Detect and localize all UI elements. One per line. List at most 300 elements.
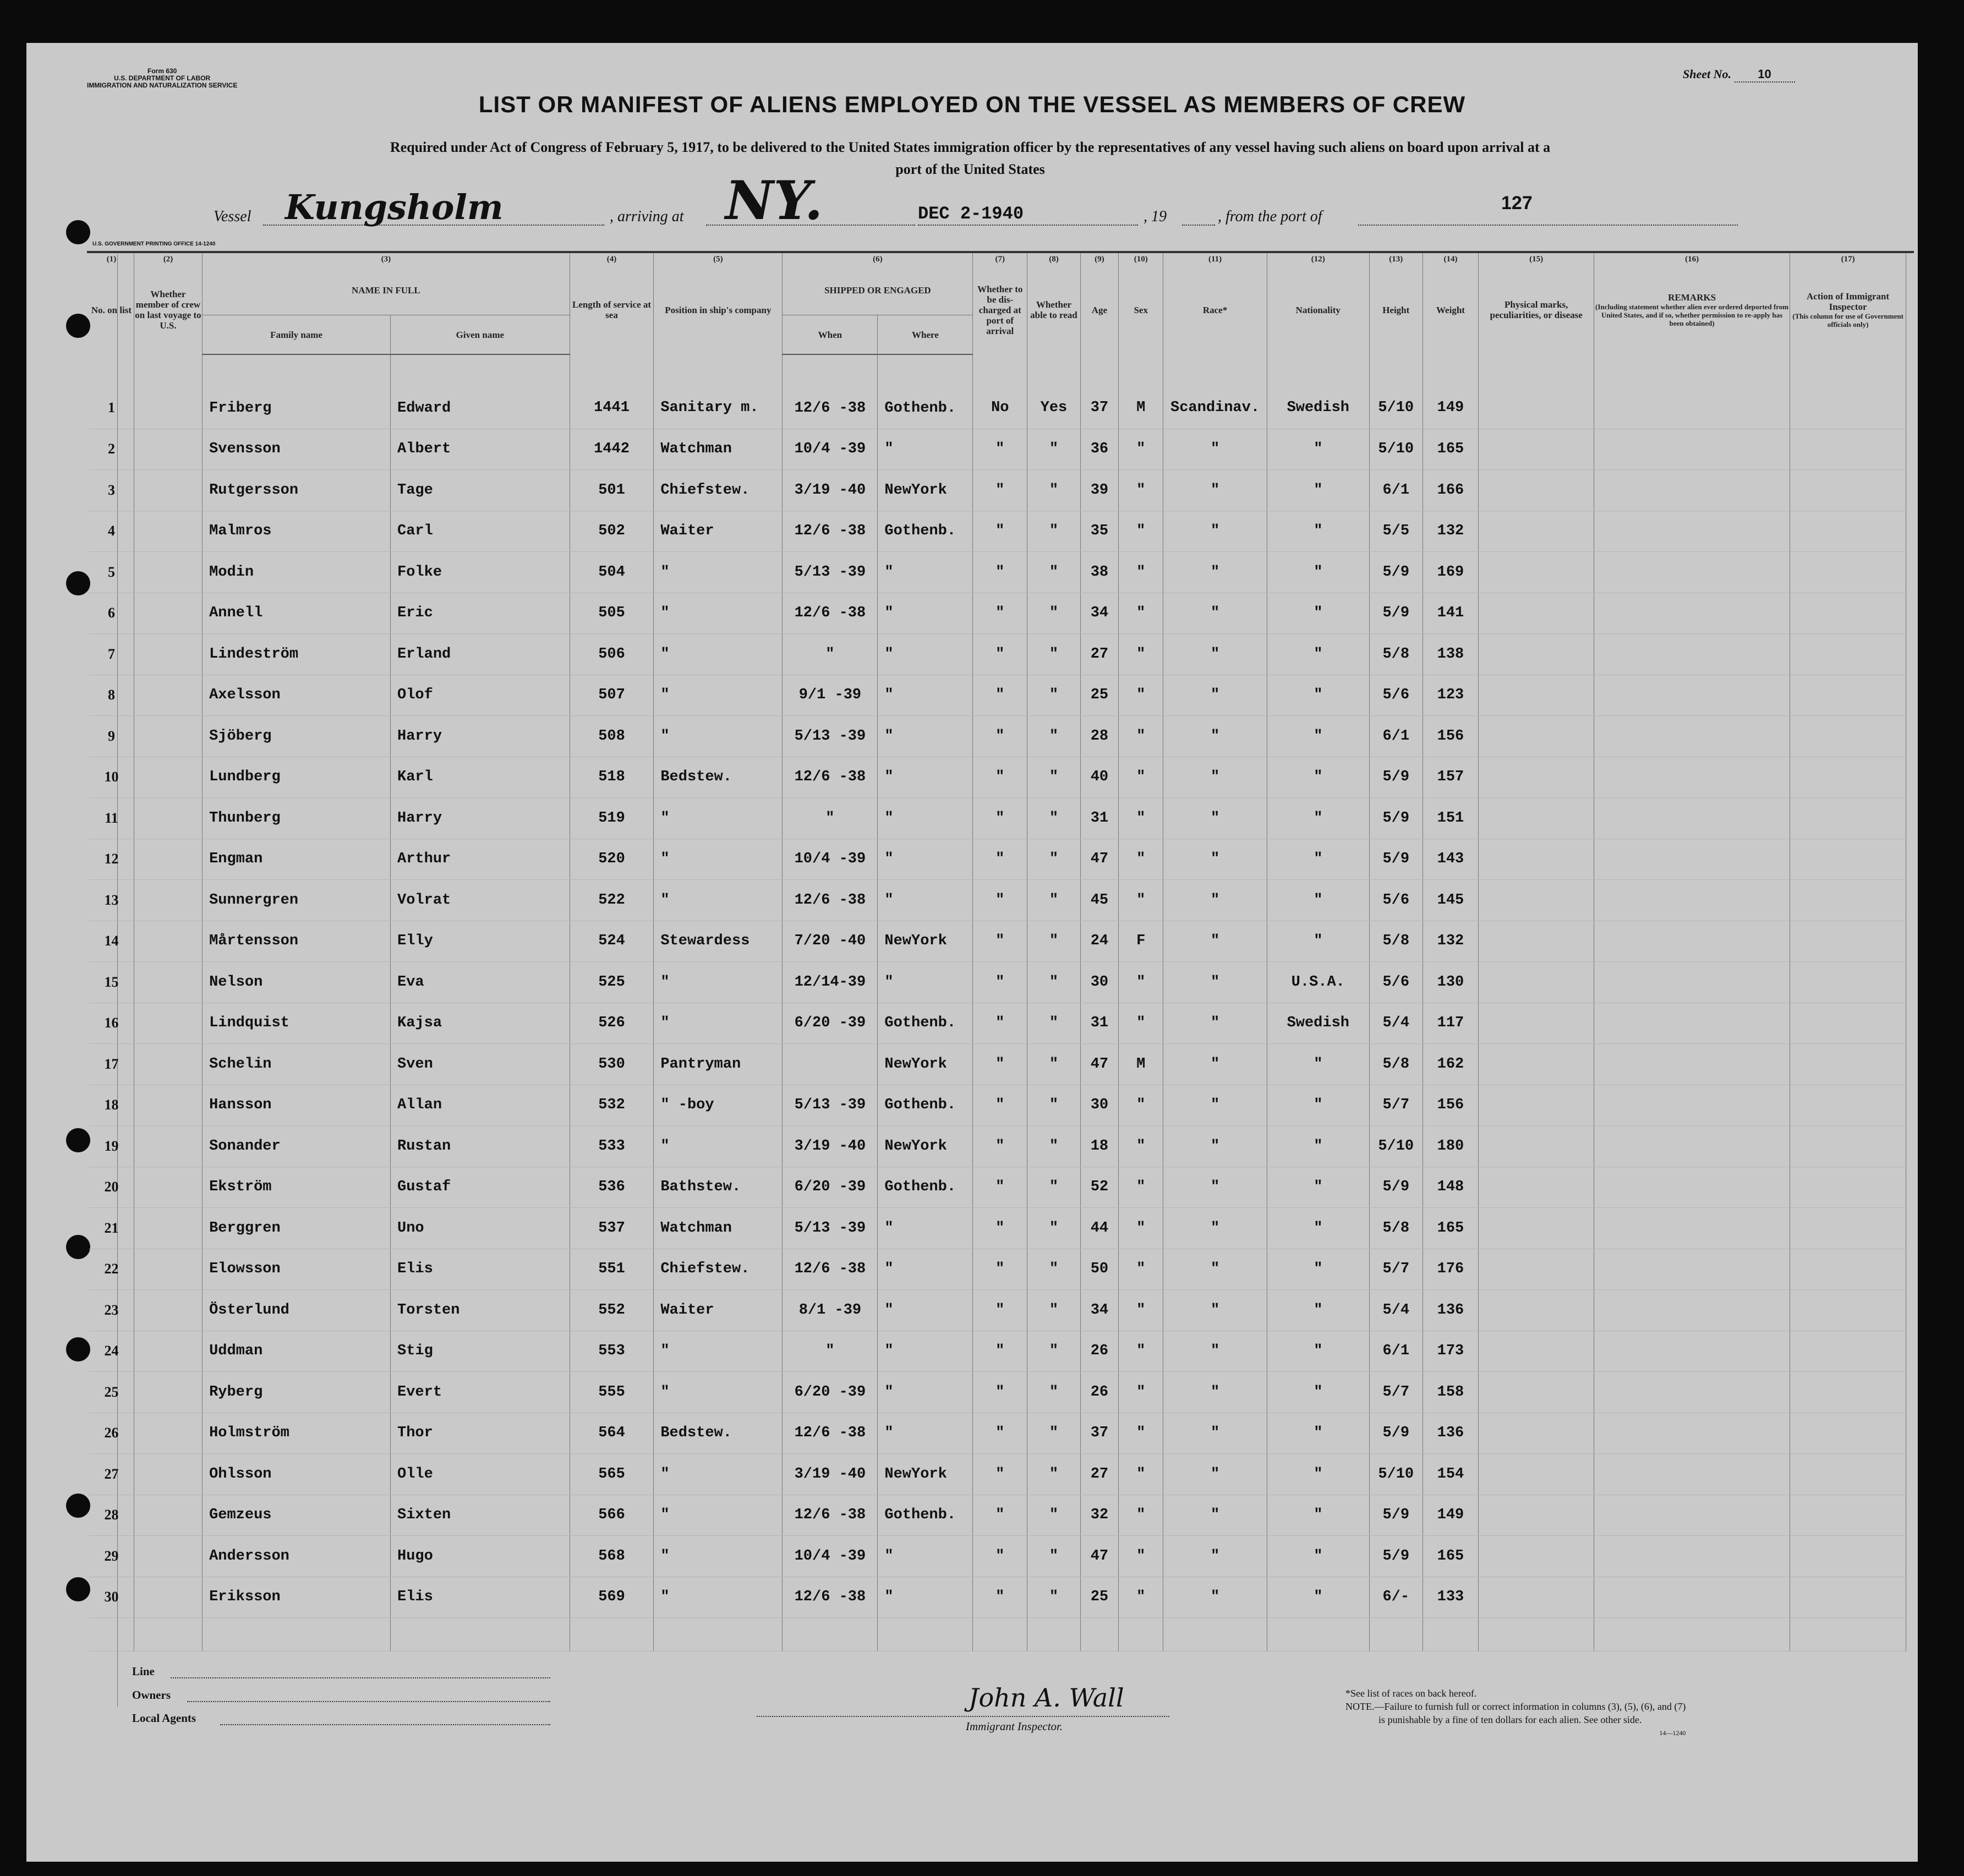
- empty-cell: [654, 1618, 783, 1651]
- sex: ": [1119, 1454, 1163, 1495]
- inspector-action-cell: [1790, 1003, 1906, 1044]
- inspector-action-cell: [1790, 1577, 1906, 1618]
- able-to-read: ": [1027, 1126, 1081, 1167]
- owners-label: Owners: [132, 1688, 171, 1702]
- family-name: Engman: [203, 839, 391, 880]
- weight: 166: [1423, 470, 1479, 511]
- arriving-label: , arriving at: [610, 208, 684, 225]
- sex: ": [1119, 962, 1163, 1003]
- weight: 157: [1423, 757, 1479, 798]
- weight: 141: [1423, 593, 1479, 634]
- nationality: U.S.A.: [1267, 962, 1369, 1003]
- given-name: Olof: [391, 675, 570, 716]
- remarks-cell: [1594, 1085, 1790, 1126]
- nationality: Swedish: [1267, 354, 1369, 429]
- height: 5/10: [1369, 1454, 1423, 1495]
- given-name: Tage: [391, 470, 570, 511]
- age: 25: [1080, 675, 1118, 716]
- col-number: (10): [1119, 253, 1163, 265]
- remarks-cell: [1594, 880, 1790, 921]
- remarks-cell: [1594, 798, 1790, 839]
- race: ": [1163, 962, 1267, 1003]
- family-name: Gemzeus: [203, 1495, 391, 1536]
- weight: 133: [1423, 1577, 1479, 1618]
- family-name: Thunberg: [203, 798, 391, 839]
- family-name: Friberg: [203, 354, 391, 429]
- discharged: ": [973, 511, 1027, 552]
- family-name: Österlund: [203, 1290, 391, 1331]
- inspector-action-cell: [1790, 757, 1906, 798]
- nationality: ": [1267, 1044, 1369, 1085]
- inspector-action-cell: [1790, 429, 1906, 470]
- printer-credit: U.S. GOVERNMENT PRINTING OFFICE 14-1240: [92, 241, 216, 247]
- empty-cell: [89, 1618, 134, 1651]
- able-to-read: ": [1027, 1003, 1081, 1044]
- family-name: Sonander: [203, 1126, 391, 1167]
- age: 27: [1080, 1454, 1118, 1495]
- height: 5/7: [1369, 1085, 1423, 1126]
- length-of-service: 551: [570, 1249, 654, 1290]
- sex: ": [1119, 593, 1163, 634]
- subtitle-line-2: port of the United States: [895, 161, 1045, 177]
- able-to-read: ": [1027, 470, 1081, 511]
- col-number: (7): [973, 253, 1027, 265]
- shipped-when: 9/1 -39: [783, 675, 878, 716]
- shipped-when: 12/6 -38: [783, 511, 878, 552]
- position: " -boy: [654, 1085, 783, 1126]
- empty-cell: [1027, 1618, 1081, 1651]
- header-shipped-engaged: SHIPPED OR ENGAGED: [783, 265, 973, 315]
- sex: ": [1119, 675, 1163, 716]
- able-to-read: ": [1027, 1290, 1081, 1331]
- footer-notes: [1345, 1687, 1686, 1740]
- family-name: Sunnergren: [203, 880, 391, 921]
- table-row: [89, 470, 1906, 511]
- length-of-service: 533: [570, 1126, 654, 1167]
- header-length-service: Length of service at sea: [570, 265, 654, 354]
- physical-marks-cell: [1479, 1577, 1594, 1618]
- sex: ": [1119, 1331, 1163, 1372]
- remarks-cell: [1594, 1536, 1790, 1577]
- sex: ": [1119, 1085, 1163, 1126]
- inspector-action-cell: [1790, 675, 1906, 716]
- position: ": [654, 839, 783, 880]
- physical-marks-cell: [1479, 1003, 1594, 1044]
- shipped-when: 10/4 -39: [783, 839, 878, 880]
- inspector-action-cell: [1790, 354, 1906, 429]
- height: 5/7: [1369, 1372, 1423, 1413]
- discharged: ": [973, 962, 1027, 1003]
- nationality: ": [1267, 921, 1369, 962]
- nationality: ": [1267, 552, 1369, 593]
- weight: 162: [1423, 1044, 1479, 1085]
- header-race: Race*: [1163, 265, 1267, 354]
- col-number: (15): [1479, 253, 1594, 265]
- physical-marks-cell: [1479, 1208, 1594, 1249]
- length-of-service: 565: [570, 1454, 654, 1495]
- position: ": [654, 1536, 783, 1577]
- able-to-read: ": [1027, 552, 1081, 593]
- remarks-cell: [1594, 1249, 1790, 1290]
- position: Chiefstew.: [654, 470, 783, 511]
- last-voyage-cell: [134, 354, 202, 429]
- able-to-read: ": [1027, 1495, 1081, 1536]
- shipped-where: Gothenb.: [878, 1085, 973, 1126]
- last-voyage-cell: [134, 757, 202, 798]
- physical-marks-cell: [1479, 1495, 1594, 1536]
- table-row: [89, 552, 1906, 593]
- inspector-action-cell: [1790, 1085, 1906, 1126]
- shipped-where: ": [878, 716, 973, 757]
- sex: ": [1119, 1167, 1163, 1208]
- shipped-when: 5/13 -39: [783, 552, 878, 593]
- table-row: [89, 1331, 1906, 1372]
- last-voyage-cell: [134, 1249, 202, 1290]
- discharged: ": [973, 1577, 1027, 1618]
- given-name: Sixten: [391, 1495, 570, 1536]
- able-to-read: ": [1027, 1085, 1081, 1126]
- given-name: Olle: [391, 1454, 570, 1495]
- col-number: (9): [1080, 253, 1118, 265]
- discharged: ": [973, 429, 1027, 470]
- header-able-to-read: Whether able to read: [1027, 265, 1081, 354]
- table-row: [89, 1126, 1906, 1167]
- height: 5/9: [1369, 798, 1423, 839]
- row-number: 12: [89, 839, 134, 880]
- table-row: [89, 1536, 1906, 1577]
- col-number: (17): [1790, 253, 1906, 265]
- empty-cell: [1369, 1618, 1423, 1651]
- remarks-cell: [1594, 470, 1790, 511]
- family-name: Berggren: [203, 1208, 391, 1249]
- remarks-cell: [1594, 552, 1790, 593]
- sex: ": [1119, 470, 1163, 511]
- from-port-label: , from the port of: [1218, 208, 1322, 225]
- age: 47: [1080, 1536, 1118, 1577]
- race: ": [1163, 1331, 1267, 1372]
- age: 30: [1080, 1085, 1118, 1126]
- physical-marks-cell: [1479, 634, 1594, 675]
- row-number: 28: [89, 1495, 134, 1536]
- discharged: ": [973, 1126, 1027, 1167]
- arriving-port: NY.: [725, 169, 823, 232]
- nationality: ": [1267, 675, 1369, 716]
- inspector-action-cell: [1790, 1495, 1906, 1536]
- nationality: ": [1267, 1454, 1369, 1495]
- sheet-number: [1683, 67, 1795, 83]
- form-identifier: [87, 68, 237, 89]
- able-to-read: ": [1027, 1208, 1081, 1249]
- header-physical-marks: Physical marks, peculiarities, or disease: [1479, 265, 1594, 354]
- sheet-label: Sheet No.: [1683, 67, 1731, 81]
- shipped-when: 6/20 -39: [783, 1167, 878, 1208]
- shipped-where: ": [878, 429, 973, 470]
- race: Scandinav.: [1163, 354, 1267, 429]
- remarks-cell: [1594, 1331, 1790, 1372]
- sex: ": [1119, 1413, 1163, 1454]
- shipped-where: ": [878, 839, 973, 880]
- row-number: 23: [89, 1290, 134, 1331]
- age: 44: [1080, 1208, 1118, 1249]
- position: ": [654, 675, 783, 716]
- shipped-where: NewYork: [878, 1126, 973, 1167]
- empty-cell: [570, 1618, 654, 1651]
- height: 5/9: [1369, 757, 1423, 798]
- family-name: Uddman: [203, 1331, 391, 1372]
- given-name: Torsten: [391, 1290, 570, 1331]
- inspector-action-cell: [1790, 511, 1906, 552]
- weight: 176: [1423, 1249, 1479, 1290]
- header-given-name: Given name: [391, 315, 570, 355]
- physical-marks-cell: [1479, 593, 1594, 634]
- physical-marks-cell: [1479, 1167, 1594, 1208]
- shipped-where: ": [878, 1208, 973, 1249]
- family-name: Mårtensson: [203, 921, 391, 962]
- sheet-number-value: 10: [1735, 67, 1795, 83]
- able-to-read: ": [1027, 1413, 1081, 1454]
- empty-cell: [1267, 1618, 1369, 1651]
- able-to-read: ": [1027, 839, 1081, 880]
- length-of-service: 532: [570, 1085, 654, 1126]
- position: ": [654, 1372, 783, 1413]
- row-number: 8: [89, 675, 134, 716]
- inspector-action-cell: [1790, 962, 1906, 1003]
- discharged: ": [973, 634, 1027, 675]
- nationality: ": [1267, 798, 1369, 839]
- sex: F: [1119, 921, 1163, 962]
- given-name: Harry: [391, 716, 570, 757]
- height: 5/8: [1369, 921, 1423, 962]
- last-voyage-cell: [134, 1167, 202, 1208]
- sex: M: [1119, 1044, 1163, 1085]
- discharged: ": [973, 1085, 1027, 1126]
- remarks-cell: [1594, 839, 1790, 880]
- row-number: 14: [89, 921, 134, 962]
- height: 5/10: [1369, 429, 1423, 470]
- discharged: ": [973, 470, 1027, 511]
- last-voyage-cell: [134, 716, 202, 757]
- header-family-name: Family name: [203, 315, 391, 355]
- crew-manifest-table: [89, 253, 1906, 1651]
- position: Stewardess: [654, 921, 783, 962]
- shipped-when: 12/6 -38: [783, 1495, 878, 1536]
- header-whether-member: Whether member of crew on last voyage to U.S.: [134, 265, 202, 354]
- header-height: Height: [1369, 265, 1423, 354]
- able-to-read: ": [1027, 1167, 1081, 1208]
- height: 6/-: [1369, 1577, 1423, 1618]
- nationality: ": [1267, 1085, 1369, 1126]
- year-line: [1182, 225, 1215, 226]
- physical-marks-cell: [1479, 552, 1594, 593]
- header-position: Position in ship's company: [654, 265, 783, 354]
- discharged: ": [973, 1331, 1027, 1372]
- row-number: 21: [89, 1208, 134, 1249]
- given-name: Uno: [391, 1208, 570, 1249]
- binder-hole: [66, 1128, 90, 1152]
- nationality: ": [1267, 757, 1369, 798]
- remarks-cell: [1594, 675, 1790, 716]
- sex: ": [1119, 1536, 1163, 1577]
- discharged: ": [973, 1249, 1027, 1290]
- col-number: (2): [134, 253, 202, 265]
- weight: 173: [1423, 1331, 1479, 1372]
- weight: 132: [1423, 511, 1479, 552]
- position: Chiefstew.: [654, 1249, 783, 1290]
- given-name: Erland: [391, 634, 570, 675]
- shipped-where: Gothenb.: [878, 1003, 973, 1044]
- remarks-cell: [1594, 716, 1790, 757]
- length-of-service: 525: [570, 962, 654, 1003]
- line-label: Line: [132, 1665, 155, 1678]
- able-to-read: ": [1027, 593, 1081, 634]
- nationality: ": [1267, 429, 1369, 470]
- position: ": [654, 1126, 783, 1167]
- position: ": [654, 798, 783, 839]
- shipped-when: 6/20 -39: [783, 1372, 878, 1413]
- given-name: Thor: [391, 1413, 570, 1454]
- nationality: ": [1267, 716, 1369, 757]
- able-to-read: ": [1027, 962, 1081, 1003]
- inspector-action-cell: [1790, 1413, 1906, 1454]
- empty-cell: [1080, 1618, 1118, 1651]
- weight: 158: [1423, 1372, 1479, 1413]
- empty-cell: [391, 1618, 570, 1651]
- binder-hole: [66, 314, 90, 338]
- physical-marks-cell: [1479, 880, 1594, 921]
- race: ": [1163, 1372, 1267, 1413]
- sex: ": [1119, 1003, 1163, 1044]
- table-row: [89, 1208, 1906, 1249]
- row-number: 13: [89, 880, 134, 921]
- remarks-cell: [1594, 1208, 1790, 1249]
- empty-cell: [783, 1618, 878, 1651]
- subtitle-line-1: Required under Act of Congress of February 5, 1917, to be delivered to the United States immigration officer by the representatives of any vessel having such aliens on board upon arrival at a: [390, 139, 1551, 155]
- weight: 180: [1423, 1126, 1479, 1167]
- shipped-where: NewYork: [878, 1044, 973, 1085]
- row-number: 10: [89, 757, 134, 798]
- weight: 117: [1423, 1003, 1479, 1044]
- inspector-action-cell: [1790, 880, 1906, 921]
- sex: ": [1119, 1290, 1163, 1331]
- given-name: Evert: [391, 1372, 570, 1413]
- family-name: Hansson: [203, 1085, 391, 1126]
- shipped-when: 12/6 -38: [783, 354, 878, 429]
- last-voyage-cell: [134, 839, 202, 880]
- year-prefix: , 19: [1144, 208, 1167, 225]
- inspector-action-cell: [1790, 1372, 1906, 1413]
- header-action: [1790, 265, 1906, 354]
- family-name: Ohlsson: [203, 1454, 391, 1495]
- sex: M: [1119, 354, 1163, 429]
- nationality: ": [1267, 1536, 1369, 1577]
- height: 5/9: [1369, 1495, 1423, 1536]
- table-row: [89, 1372, 1906, 1413]
- position: ": [654, 1577, 783, 1618]
- given-name: Elis: [391, 1577, 570, 1618]
- weight: 165: [1423, 1208, 1479, 1249]
- given-name: Karl: [391, 757, 570, 798]
- able-to-read: ": [1027, 1454, 1081, 1495]
- remarks-cell: [1594, 1495, 1790, 1536]
- discharged: ": [973, 675, 1027, 716]
- last-voyage-cell: [134, 1495, 202, 1536]
- last-voyage-cell: [134, 798, 202, 839]
- race: ": [1163, 1454, 1267, 1495]
- last-voyage-cell: [134, 675, 202, 716]
- inspector-action-cell: [1790, 1454, 1906, 1495]
- col-number: (13): [1369, 253, 1423, 265]
- position: ": [654, 552, 783, 593]
- inspector-action-cell: [1790, 470, 1906, 511]
- remarks-cell: [1594, 429, 1790, 470]
- nationality: ": [1267, 593, 1369, 634]
- shipped-where: ": [878, 1536, 973, 1577]
- race: ": [1163, 593, 1267, 634]
- discharged: ": [973, 1003, 1027, 1044]
- nationality: ": [1267, 470, 1369, 511]
- table-row: [89, 354, 1906, 429]
- last-voyage-cell: [134, 634, 202, 675]
- header-when: When: [783, 315, 878, 355]
- weight: 165: [1423, 1536, 1479, 1577]
- table-row: [89, 716, 1906, 757]
- able-to-read: ": [1027, 1331, 1081, 1372]
- col-number: (1): [89, 253, 134, 265]
- length-of-service: 537: [570, 1208, 654, 1249]
- binder-hole: [66, 1494, 90, 1518]
- race: ": [1163, 1167, 1267, 1208]
- empty-cell: [134, 1618, 202, 1651]
- given-name: Eva: [391, 962, 570, 1003]
- family-name: Lindeström: [203, 634, 391, 675]
- row-number: 25: [89, 1372, 134, 1413]
- race: ": [1163, 921, 1267, 962]
- shipped-where: Gothenb.: [878, 354, 973, 429]
- family-name: Holmström: [203, 1413, 391, 1454]
- age: 38: [1080, 552, 1118, 593]
- shipped-when: 12/6 -38: [783, 757, 878, 798]
- shipped-when: 12/6 -38: [783, 1577, 878, 1618]
- weight: 136: [1423, 1290, 1479, 1331]
- action-subtitle: (This column for use of Government officials only): [1792, 312, 1903, 329]
- given-name: Stig: [391, 1331, 570, 1372]
- nationality: ": [1267, 1290, 1369, 1331]
- sex: ": [1119, 552, 1163, 593]
- sex: ": [1119, 1249, 1163, 1290]
- height: 5/10: [1369, 1126, 1423, 1167]
- table-row: [89, 1413, 1906, 1454]
- inspector-action-cell: [1790, 1331, 1906, 1372]
- shipped-when: ": [783, 798, 878, 839]
- age: 32: [1080, 1495, 1118, 1536]
- note-races: *See list of races on back hereof.: [1345, 1688, 1477, 1699]
- age: 47: [1080, 1044, 1118, 1085]
- last-voyage-cell: [134, 1003, 202, 1044]
- race: ": [1163, 839, 1267, 880]
- nationality: ": [1267, 1167, 1369, 1208]
- position: ": [654, 880, 783, 921]
- given-name: Gustaf: [391, 1167, 570, 1208]
- race: ": [1163, 675, 1267, 716]
- physical-marks-cell: [1479, 798, 1594, 839]
- age: 35: [1080, 511, 1118, 552]
- family-name: Svensson: [203, 429, 391, 470]
- action-title: Action of Immigrant Inspector: [1807, 291, 1890, 312]
- table-row: [89, 1044, 1906, 1085]
- physical-marks-cell: [1479, 1249, 1594, 1290]
- length-of-service: 536: [570, 1167, 654, 1208]
- length-of-service: 564: [570, 1413, 654, 1454]
